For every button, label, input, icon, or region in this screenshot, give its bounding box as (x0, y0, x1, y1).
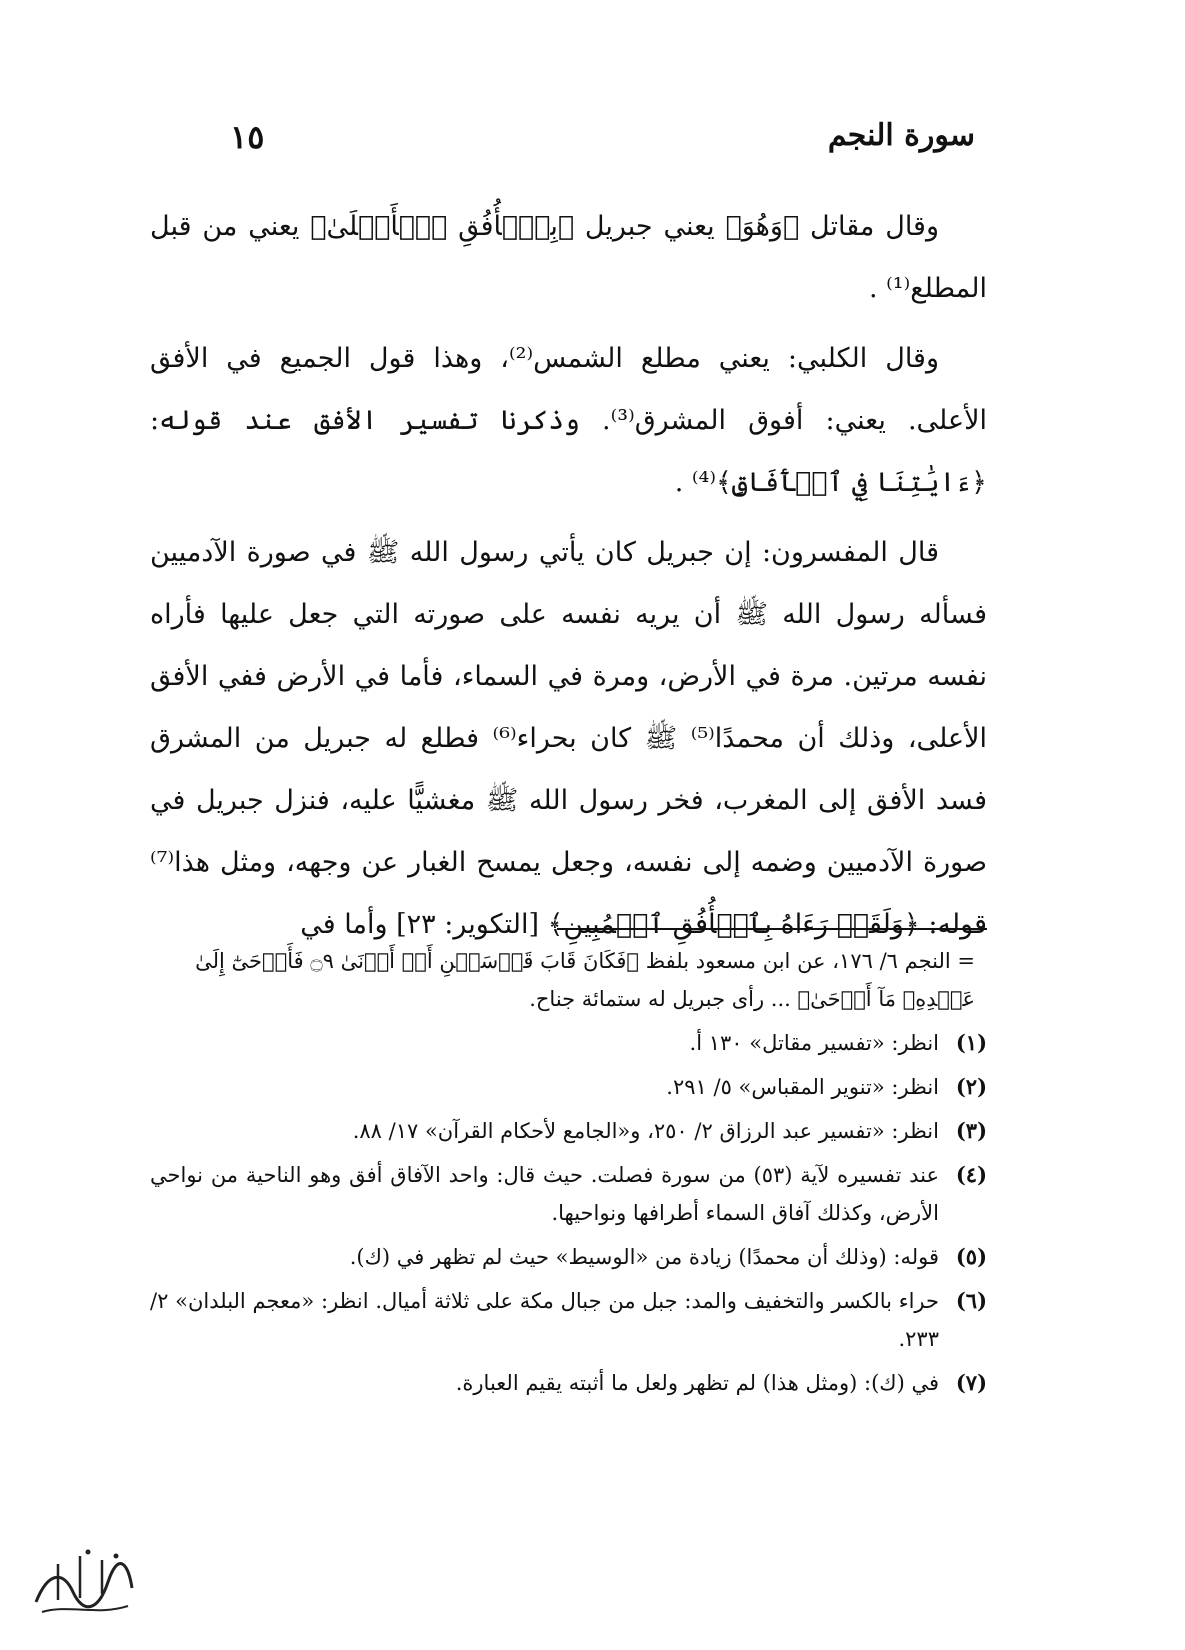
footnote-number: (٢) (955, 1074, 987, 1099)
footnote-number: (٤) (955, 1162, 987, 1187)
footnotes (150, 942, 987, 1408)
running-title: سورة النجم (827, 118, 975, 153)
footnote-6 (150, 1282, 987, 1358)
page-number: ١٥ (230, 118, 265, 156)
footnote-text: قوله: (وذلك أن محمدًا) زيادة من «الوسيط» حيث لم تظهر في (ك). (349, 1245, 939, 1269)
calligraphy-logo (28, 1542, 138, 1622)
footnote-number: (١) (955, 1030, 987, 1055)
paragraph-3: قال المفسرون: إن جبريل كان يأتي رسول الله ﷺ في صورة الآدميين فسأله رسول الله ﷺ أن يريه نفسه على صورته التي جعل عليها فأراه نفسه مرتين. مرة في الأرض، ومرة في السماء، فأما في الأرض ففي الأفق الأعلى، وذلك أن محمدًا⁽⁵⁾ ﷺ كان بحراء⁽⁶⁾ فطلع له جبريل من المشرق فسد الأفق إلى المغرب، فخر رسول الله ﷺ مغشيًّا عليه، فنزل جبريل في صورة الآدميين وضمه إلى نفسه، وجعل يمسح الغبار عن وجهه، ومثل هذا⁽⁷⁾ قوله: ﴿وَلَقَدۡ رَءَاهُ بِٱلۡأُفُقِ ٱلۡمُبِينِ﴾ [التكوير: ٢٣] وأما في (150, 537, 988, 940)
paragraph-2: وقال الكلبي: يعني مطلع الشمس⁽²⁾، وهذا قول الجميع في الأفق الأعلى. يعني: أفوق المشرق⁽³⁾. وذكرنا تفسير الأفق عند قوله: ﴿ءَايَٰتِنَا فِي ٱلۡأٓفَاقِ﴾⁽⁴⁾ . (150, 343, 988, 498)
footnote-divider (557, 928, 987, 930)
footnote-2 (150, 1068, 987, 1106)
footnote-number: (٦) (955, 1288, 987, 1313)
footnote-7 (150, 1364, 987, 1402)
footnote-number: (٥) (955, 1244, 987, 1269)
footnote-1 (150, 1024, 987, 1062)
footnote-4 (150, 1156, 987, 1232)
footnote-text: في (ك): (ومثل هذا) لم تظهر ولعل ما أثبته يقيم العبارة. (455, 1371, 939, 1395)
footnote-number: (٧) (955, 1370, 987, 1395)
footnote-5 (150, 1238, 987, 1276)
footnote-text: حراء بالكسر والتخفيف والمد: جبل من جبال مكة على ثلاثة أميال. انظر: «معجم البلدان» ٢/ ٢٣٣. (150, 1289, 939, 1351)
footnote-text: انظر: «تفسير عبد الرزاق ٢/ ٢٥٠، و«الجامع لأحكام القرآن» ١٧/ ٨٨. (352, 1119, 939, 1143)
footnote-number: (٣) (955, 1118, 987, 1143)
footnote-continuation: = النجم ٦/ ١٧٦، عن ابن مسعود بلفظ ﴿فَكَانَ قَابَ قَوۡسَيۡنِ أَوۡ أَدۡنَىٰ ۝٩ فَأَوۡحَىٰٓ إِلَىٰ عَبۡدِهِۦ مَآ أَوۡحَىٰ﴾ ... رأى جبريل له ستمائة جناح. (195, 949, 975, 1011)
main-text (150, 196, 987, 964)
footnote-3 (150, 1112, 987, 1150)
paragraph-1: وقال مقاتل ﴿وَهُوَ﴾ يعني جبريل ﴿بِٱلۡأُفُقِ ٱلۡأَعۡلَىٰ﴾ يعني من قبل المطلع⁽¹⁾ . (150, 211, 987, 304)
footnote-text: انظر: «تفسير مقاتل» ١٣٠ أ. (689, 1031, 939, 1055)
page-header (230, 118, 975, 168)
footnote-text: عند تفسيره لآية (٥٣) من سورة فصلت. حيث قال: واحد الآفاق أفق وهو الناحية من نواحي الأرض، وكذلك آفاق السماء أطرافها ونواحيها. (150, 1163, 939, 1225)
footnote-text: انظر: «تنوير المقباس» ٥/ ٢٩١. (666, 1075, 939, 1099)
